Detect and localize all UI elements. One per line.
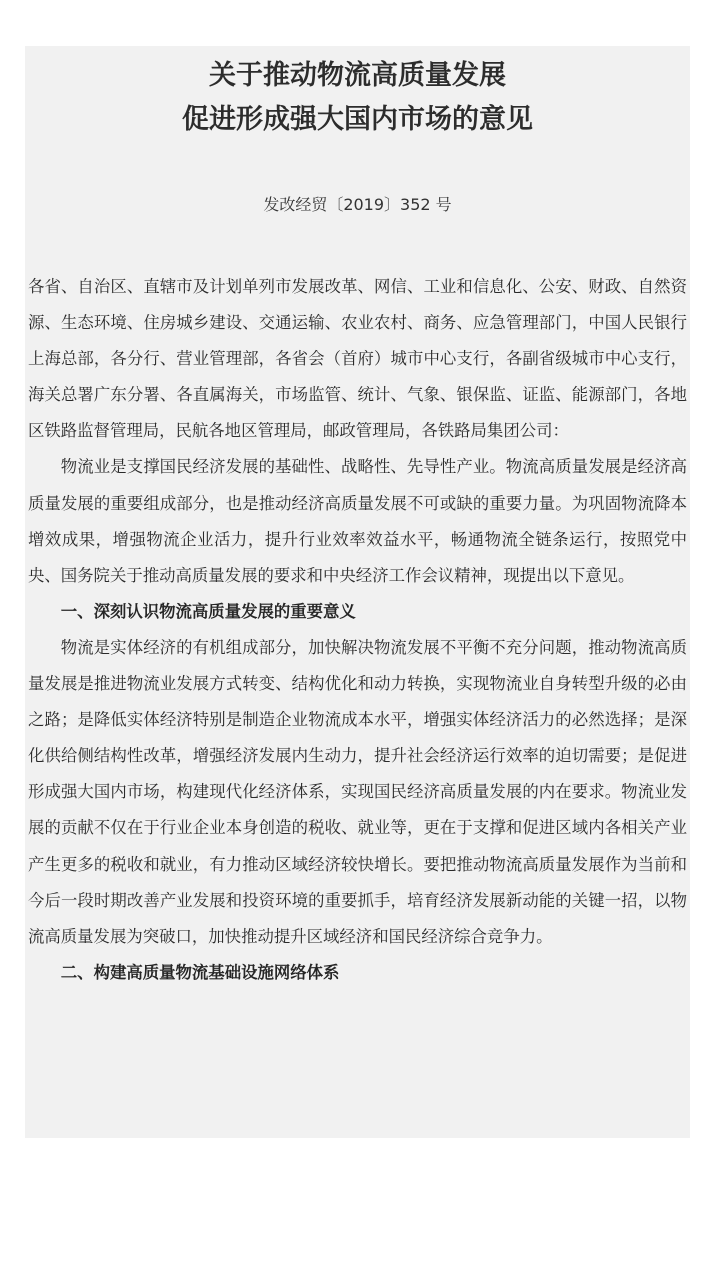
document-number: 发改经贸〔2019〕352 号 xyxy=(263,195,452,214)
document-body xyxy=(28,269,687,991)
section-1-heading: 一、深刻认识物流高质量发展的重要意义 xyxy=(60,601,356,621)
intro-paragraph: 物流业是支撑国民经济发展的基础性、战略性、先导性产业。物流高质量发展是经济高质量发展的重要组成部分，也是推动经济高质量发展不可或缺的重要力量。为巩固物流降本增效成果，增强物流企业活力，提升行业效率效益水平，畅通物流全链条运行，按照党中央、国务院关于推动高质量发展的要求和中央经济工作会议精神，现提出以下意见。 xyxy=(28,457,687,585)
title-line-2: 促进形成强大国内市场的意见 xyxy=(182,104,533,135)
section-1-paragraph: 物流是实体经济的有机组成部分，加快解决物流发展不平衡不充分问题，推动物流高质量发展是推进物流业发展方式转变、结构优化和动力转换，实现物流业自身转型升级的必由之路；是降低实体经济特别是制造企业物流成本水平，增强实体经济活力的必然选择；是深化供给侧结构性改革，增强经济发展内生动力，提升社会经济运行效率的迫切需要；是促进形成强大国内市场，构建现代化经济体系，实现国民经济高质量发展的内在要求。物流业发展的贡献不仅在于行业企业本身创造的税收、就业等，更在于支撑和促进区域内各相关产业产生更多的税收和就业，有力推动区域经济较快增长。要把推动物流高质量发展作为当前和今后一段时期改善产业发展和投资环境的重要抓手，培育经济发展新动能的关键一招，以物流高质量发展为突破口，加快推动提升区域经济和国民经济综合竞争力。 xyxy=(28,637,687,946)
document-title xyxy=(28,46,687,142)
document-page xyxy=(25,46,690,1138)
title-line-1: 关于推动物流高质量发展 xyxy=(209,60,506,91)
section-2-heading: 二、构建高质量物流基础设施网络体系 xyxy=(60,962,340,982)
addressees-paragraph: 各省、自治区、直辖市及计划单列市发展改革、网信、工业和信息化、公安、财政、自然资源、生态环境、住房城乡建设、交通运输、农业农村、商务、应急管理部门，中国人民银行上海总部，各分行、营业管理部，各省会（首府）城市中心支行，各副省级城市中心支行，海关总署广东分署、各直属海关，市场监管、统计、气象、银保监、证监、能源部门，各地区铁路监督管理局，民航各地区管理局，邮政管理局，各铁路局集团公司： xyxy=(28,277,687,441)
